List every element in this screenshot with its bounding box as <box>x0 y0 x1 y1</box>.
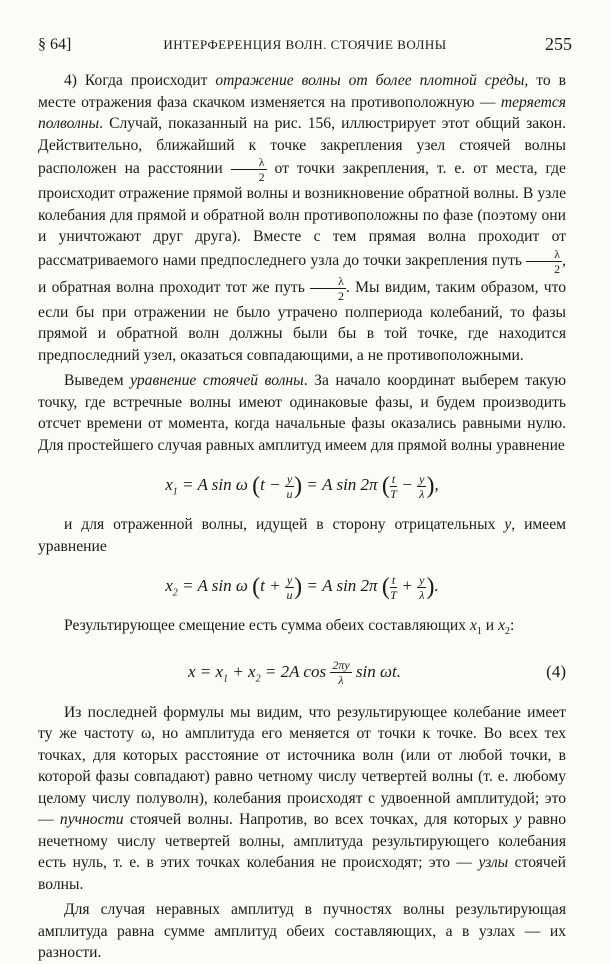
page-body <box>38 70 566 964</box>
paragraph-antinodes-nodes: Из последней формулы мы видим, что результирующее колебание имеет ту же частоту ω, но амплитуда его меняется от точки к точке. Во всех тех точках, для которых расстояние от источника волн (или от любой точки, в которой фазы совпадают) равно четному числу четвертей волны (т. е. любому целому числу полуволн), колебания происходят с удвоенной амплитудой; это — пучности стоячей волны. Напротив, во всех точках, для которых y равно нечетному числу четвертей волны, амплитуда результирующего колебания есть нуль, т. е. в этих точках колебания не происходят; это — узлы стоячей волны. <box>38 703 567 893</box>
paragraph-unequal-amplitudes: Для случая неравных амплитуд в пучностях волны результирующая амплитуда равна сумме амплитуд обеих составляющих, а в узлах — их разности. <box>38 901 566 962</box>
paragraph-reflection: 4) Когда происходит отражение волны от более плотной среды, то в месте отражения фаза скачком изменяется на противоположную — теряется полволны. Случай, показанный на рис. 156, иллюстрирует этот общий закон. Действительно, ближайший к точке закрепления узел стоячей волны расположен на расстоянии $\frac{\lambda}{2}$ от точки закрепления, т. е. от места, где происходит отражение прямой волны и возникновение обратной волны. В узле колебания для прямой и обратной волн противоположны по фазе (поэтому они и уничтожают друг друга). Вместе с тем прямая волна проходит от рассматриваемого нами предпоследнего узла до точки закрепления путь $\frac{\lambda}{2}$ , и обратная волна проходит тот же путь $\frac{\lambda}{2}$ . Мы видим, таким образом, что если бы при отражении не было утрачено полпериода колебаний, то фазы прямой и обратной волн должны были бы в той точке, где находится предпоследний узел, оказаться совпадающими, а не противоположными. <box>38 72 566 364</box>
running-title: ИНТЕРФЕРЕНЦИЯ ВОЛН. СТОЯЧИЕ ВОЛНЫ <box>163 37 447 52</box>
fraction-lambda-half: $\frac{\lambda}{2}$ <box>526 248 562 275</box>
page-number: 255 <box>545 34 572 54</box>
section-number: § 64] <box>38 36 72 53</box>
formula-direct-wave: $x_1 = A$ sin ω (t − $\frac{y}{u}$ ) = A sin 2π ( $\frac{t}{T}$ − $\frac{y}{\lambda}$ ), <box>165 471 439 501</box>
fraction-lambda-half: $\frac{\lambda}{2}$ <box>310 275 346 302</box>
paragraph-resultant-displacement: Результирующее смещение есть сумма обеих составляющих $x_1$ и $x_2$: <box>64 617 515 638</box>
running-header <box>38 36 572 58</box>
formula-reflected-wave: $x_2 = A$ sin ω (t + $\frac{y}{u}$ ) = A sin 2π ( $\frac{t}{T}$ + $\frac{y}{\lambda}$ ). <box>165 572 439 602</box>
formula-standing-wave: $x = x_1 + x_2 = 2A$ cos $\frac{2\pi y}{\lambda}$ sin ωt. (4) <box>38 650 566 694</box>
paragraph-reflected-wave: и для отраженной волны, идущей в сторону отрицательных y, имеем уравнение <box>38 516 566 555</box>
fraction-lambda-half: $\frac{\lambda}{2}$ <box>231 156 267 183</box>
equation-number: (4) <box>546 661 566 681</box>
paragraph-standing-wave-equation: Выведем уравнение стоячей волны. За начало координат выберем такую точку, где встречные волны имеют одинаковые фазы, и будем производить отсчет времени от момента, когда начальные фазы оказались равными нулю. Для простейшего случая равных амплитуд имеем для прямой волны уравнение <box>38 372 566 454</box>
